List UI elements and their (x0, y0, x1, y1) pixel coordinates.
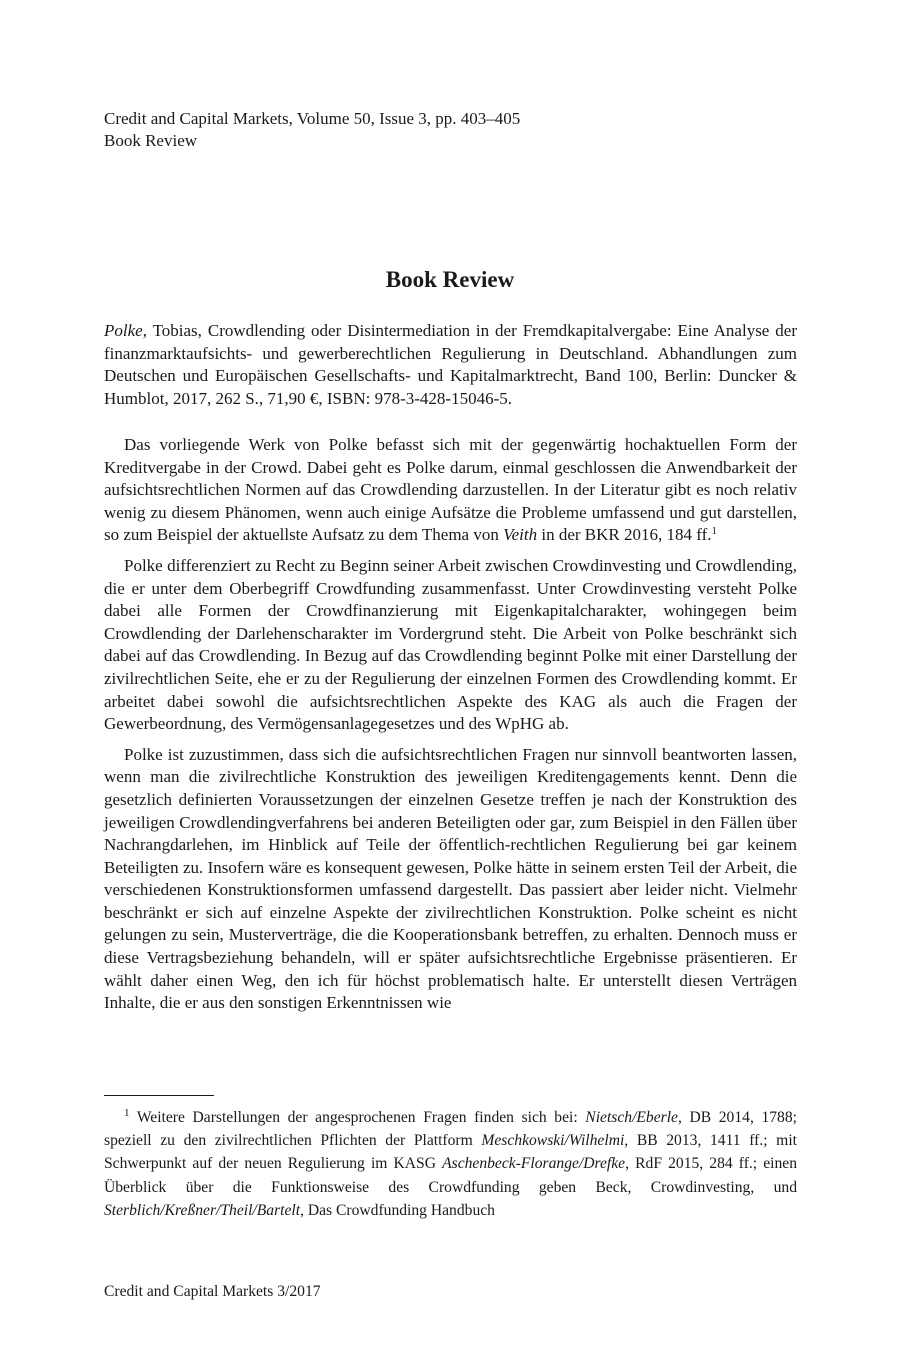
footnote: $^1$ Weitere Darstellungen der angesprochenen Fragen finden sich bei: Nietsch/Eberle, DB 2014, 1788; speziell zu den zivilrechtlichen Pflichten der Plattform Meschkowski/Wilhelmi, BB 2013, 1411 ff.; mit Schwerpunkt auf der neuen Regulierung im KASG Aschenbeck-Florange/Drefke, RdF 2015, 284 ff.; einen Überblick über die Funktionsweise des Crowdfunding geben Beck, Crowdinvesting, und Sterblich/Kreßner/Theil/Bartelt, Das Crowdfunding Handbuch (104, 1107, 797, 1219)
journal-citation: Credit and Capital Markets, Volume 50, Issue 3, pp. 403–405 (104, 109, 521, 128)
paragraph-3: Polke ist zuzustimmen, dass sich die aufsichtsrechtlichen Fragen nur sinnvoll beantworten lassen, wenn man die zivilrechtliche Konstruktion des jeweiligen Kreditengagements kennt. Denn die gesetzlich definierten Voraussetzungen der einzelnen Gesetze treffen je nach der Konstruktion des jeweiligen Crowdlendingverfahrens bei anderen Beteiligten oder gar, zum Beispiel in den Fällen über Nachrangdarlehen, im Hinblick auf Teile der öffentlich-rechtlichen Regulierung bei gar keinem Beteiligten zu. Insofern wäre es konsequent gewesen, Polke hätte in seinem ersten Teil der Arbeit, die verschiedenen Konstruktionsformen umfassend dargestellt. Das passiert aber leider nicht. Vielmehr beschränkt er sich auf einzelne Aspekte der zivilrechtlichen Konstruktion. Polke scheint es nicht gelungen zu sein, Musterverträge, die die Kooperationsbank betreffen, zu erhalten. Dennoch muss er diese Vertragsbeziehung behandeln, will er später aufsichtsrechtliche Ergebnisse präsentieren. Er wählt daher einen Weg, den ich für höchst problematisch halte. Er unterstellt diesen Verträgen Inhalte, die er aus den sonstigen Erkenntnissen wie (104, 744, 797, 1013)
page-title: Book Review (385, 267, 515, 292)
book-author: Polke, (104, 321, 147, 340)
paragraph-1: Das vorliegende Werk von Polke befasst sich mit der gegenwärtig hochaktuellen Form der Kreditvergabe in der Crowd. Dabei geht es Polke darum, einmal geschlossen die Anwendbarkeit der aufsichtsrechtlichen Normen auf das Crowdlending darzustellen. In der Literatur gibt es noch relativ wenig zu diesem Phänomen, wenn auch einige Aufsätze die Probleme umfassend und gut darstellen, so zum Beispiel der aktuellste Aufsatz zu dem Thema von Veith in der BKR 2016, 184 ff.$^1$ (104, 435, 797, 545)
section-label: Book Review (104, 131, 198, 150)
book-details: Tobias, Crowdlending oder Disintermediation in der Fremdkapitalvergabe: Eine Analyse der finanzmarktaufsichts- und gewerberechtlichen Regulierung in Deutschland. Abhandlungen zum Deutschen und Europäischen Gesellschafts- und Kapitalmarktrecht, Band 100, Berlin: Duncker & Humblot, 2017, 262 S., 71,90 €, ISBN: 978-3-428-15046-5. (104, 321, 797, 408)
running-header (104, 108, 520, 152)
footnote-number: 1 (124, 1107, 130, 1119)
cited-author: Veith (503, 525, 538, 545)
book-citation (104, 320, 797, 410)
footnote-reference: 1 (711, 525, 717, 538)
paragraph-2: Polke differenziert zu Recht zu Beginn seiner Arbeit zwischen Crowdinvesting und Crowdlending, die er unter dem Oberbegriff Crowdfunding zusammenfasst. Unter Crowdinvesting versteht Polke dabei alle Formen der Crowdfinanzierung mit Eigenkapitalcharakter, wohingegen beim Crowdlending der Darlehenscharakter im Vordergrund steht. Die Arbeit von Polke beschränkt sich dabei auf das Crowdlending. In Bezug auf das Crowdlending beginnt Polke mit einer Darstellung der zivilrechtlichen Seite, ehe er zu der Regulierung der einzelnen Formen des Crowdlending kommt. Er arbeitet dabei sowohl die aufsichtsrechtlichen Aspekte des KAG als auch die Fragen der Gewerbeordnung, des Vermögensanlagegesetzes und des WpHG ab. (104, 555, 797, 734)
page-footer: Credit and Capital Markets 3/2017 (104, 1283, 321, 1300)
footnote-divider (104, 1095, 214, 1096)
review-body (104, 434, 797, 1023)
